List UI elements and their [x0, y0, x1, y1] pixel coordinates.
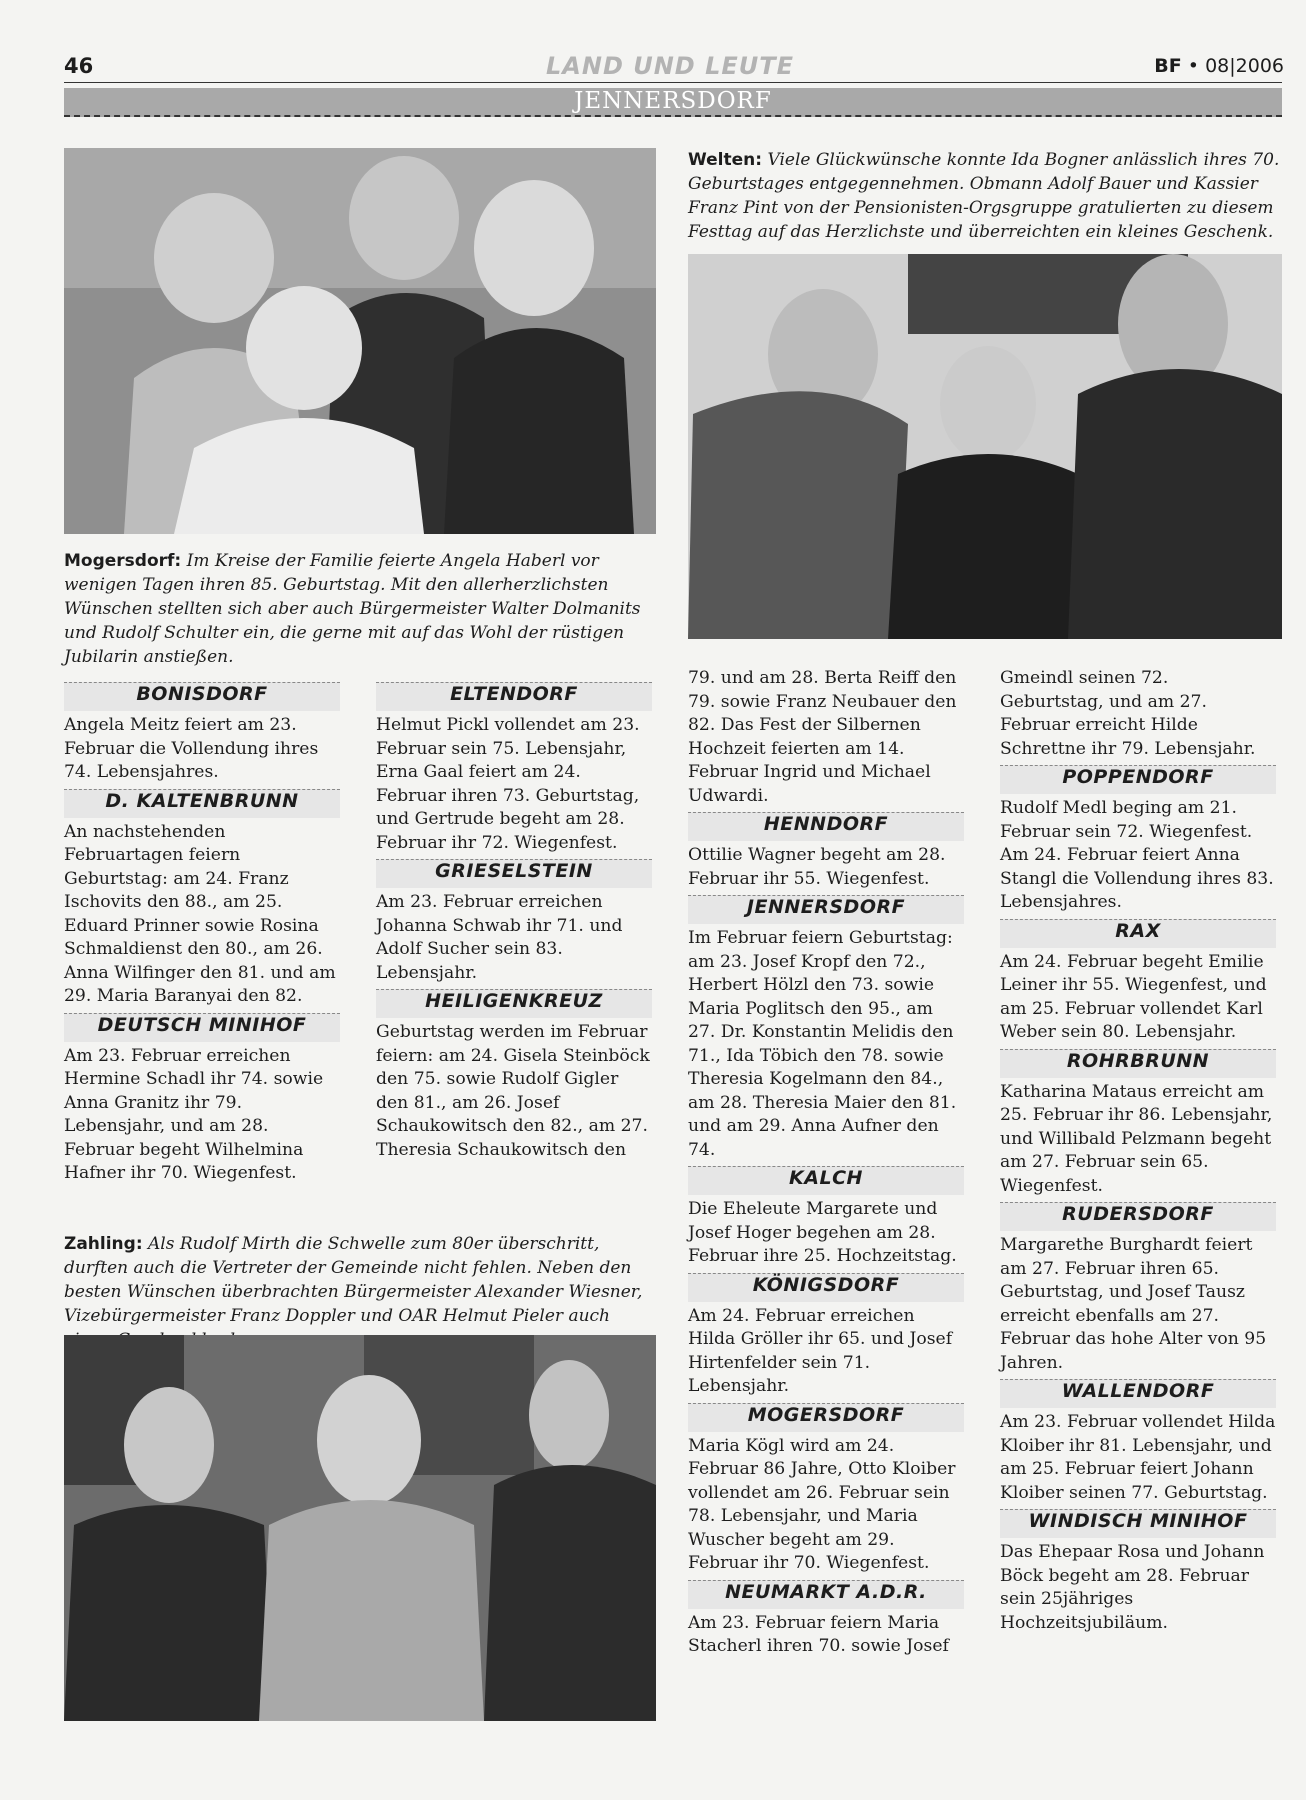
section-text: Am 23. Februar erreichen Johanna Schwab ihr 71. und Adolf Sucher sein 83. Lebensjahr. [376, 892, 623, 983]
section-heading: BONISDORF [64, 682, 340, 711]
section-heading: RAX [1000, 919, 1276, 948]
section-heading: MOGERSDORF [688, 1403, 964, 1432]
caption-zahling [64, 1232, 658, 1352]
section-text: Das Ehepaar Rosa und Johann Böck begeht am 28. Februar sein 25jähriges Hochzeitsjubiläum. [1000, 1542, 1265, 1633]
section-text: Maria Kögl wird am 24. Februar 86 Jahre, Otto Kloiber vollendet am 26. Februar sein 78. Lebensjahr, und Maria Wuscher begeht am 29. Februar ihr 70. Wiegenfest. [688, 1435, 956, 1573]
section-text: An nachstehenden Februartagen feiern Geburtstag: am 24. Franz Ischovits den 88., am 25. Eduard Prinner sowie Rosina Schmaldienst den 80., am 26. Anna Wilfinger den 81. und am 29. Maria Baranyai den 82. [64, 821, 336, 1006]
caption-text: Als Rudolf Mirth die Schwelle zum 80er überschritt, durften auch die Vertreter der Gemeinde nicht fehlen. Neben den besten Wünschen überbrachten Bürgermeister Alexander Wiesner, Vizebürgermeister Franz Doppler und OAR Helmut Pieler auch [64, 1234, 643, 1326]
column-3 [688, 667, 964, 1659]
section-text: 79. und am 28. Berta Reiff den 79. sowie Franz Neubauer den 82. Das Fest der Silbernen Hochzeit feierten am 14. Februar Ingrid und Michael Udwardi. [688, 668, 957, 806]
photo-zahling [64, 1335, 656, 1721]
issue-label: BF • 08|2006 [1154, 55, 1284, 77]
caption-place: Welten: [688, 150, 763, 170]
caption-mogersdorf [64, 549, 656, 669]
column-4 [1000, 667, 1276, 1635]
page-number: 46 [64, 54, 94, 78]
section-text: Am 23. Februar feiern Maria Stacherl ihren 70. sowie Josef [688, 1612, 949, 1656]
section-text: Katharina Mataus erreicht am 25. Februar ihr 86. Lebensjahr, und Willibald Pelzmann begeht am 27. Februar sein 65. Wiegenfest. [1000, 1081, 1273, 1196]
caption-text: Viele Glückwünsche konnte Ida Bogner anlässlich ihres 70. Geburtstages entgegennehmen. Obmann Adolf Bauer und Kassier Franz Pint von der Pensionisten-Orgsgruppe gratulierten zu diesem Festtag auf das Herzlichste und überreichten ein kleines Geschenk. [688, 150, 1280, 242]
header-rule [64, 82, 1282, 83]
section-heading: ELTENDORF [376, 682, 652, 711]
section-heading: HEILIGENKREUZ [376, 989, 652, 1018]
section-text: Geburtstag werden im Februar feiern: am 24. Gisela Steinböck den 75. sowie Rudolf Gigler den 81., am 26. Josef Schaukowitsch den 82., am 27. Theresia Schaukowitsch den [376, 1022, 650, 1160]
section-heading: D. KALTENBRUNN [64, 789, 340, 818]
caption-place: Zahling: [64, 1234, 143, 1254]
section-text: Am 24. Februar begeht Emilie Leiner ihr 55. Wiegenfest, und am 25. Februar vollendet Karl Weber sein 80. Lebensjahr. [1000, 951, 1267, 1042]
section-heading: WINDISCH MINIHOF [1000, 1509, 1276, 1538]
section-heading: NEUMARKT A.D.R. [688, 1580, 964, 1609]
region-title: JENNERSDORF [574, 88, 772, 114]
section-text: Ottilie Wagner begeht am 28. Februar ihr 55. Wiegenfest. [688, 845, 946, 889]
caption-welten [688, 148, 1282, 244]
section-text: Helmut Pickl vollendet am 23. Februar sein 75. Lebensjahr, Erna Gaal feiert am 24. Februar ihren 73. Geburtstag, und Gertrude begeht am 28. Februar ihr 72. Wiegenfest. [376, 715, 640, 853]
section-heading: HENNDORF [688, 812, 964, 841]
section-text: Am 23. Februar erreichen Hermine Schadl ihr 74. sowie Anna Granitz ihr 79. Lebensjahr, und am 28. Februar begeht Wilhelmina Hafner ihr 70. Wiegenfest. [64, 1045, 324, 1183]
section-text: Rudolf Medl beging am 21. Februar sein 72. Wiegenfest. Am 24. Februar feiert Anna Stangl die Vollendung ihres 83. Lebensjahres. [1000, 798, 1274, 912]
section-text: Gmeindl seinen 72. Geburtstag, und am 27. Februar erreicht Hilde Schrettne ihr 79. Lebensjahr. [1000, 668, 1256, 759]
section-heading: JENNERSDORF [688, 895, 964, 924]
column-2 [376, 682, 652, 1162]
section-text: Margarethe Burghardt feiert am 27. Februar ihren 65. Geburtstag, und Josef Tausz erreicht ebenfalls am 27. Februar das hohe Alter von 95 Jahren. [1000, 1235, 1267, 1373]
section-text: Im Februar feiern Geburtstag: am 23. Josef Kropf den 72., Herbert Hölzl den 73. sowie Maria Poglitsch den 95., am 27. Dr. Konstantin Melidis den 71., Ida Töbich den 78. sowie Theresia Kogelmann den 84., am 28. Theresia Maier den 81. und am 29. Anna Aufner den 74. [688, 928, 957, 1160]
section-heading: ROHRBRUNN [1000, 1049, 1276, 1078]
section-heading: DEUTSCH MINIHOF [64, 1013, 340, 1042]
photo-welten [688, 254, 1282, 639]
section-text: Am 24. Februar erreichen Hilda Gröller ihr 65. und Josef Hirtenfelder sein 71. Lebensjahr. [688, 1305, 953, 1396]
section-text: Angela Meitz feiert am 23. Februar die Vollendung ihres 74. Lebensjahres. [64, 715, 319, 782]
section-title: LAND UND LEUTE [545, 52, 795, 80]
caption-place: Mogersdorf: [64, 551, 182, 571]
section-heading: WALLENDORF [1000, 1379, 1276, 1408]
issue-number: 08|2006 [1205, 55, 1284, 77]
section-heading: POPPENDORF [1000, 765, 1276, 794]
caption-text: Im Kreise der Familie feierte Angela Haberl vor wenigen Tagen ihren 85. Geburtstag. Mit den allerherzlichsten Wünschen stellten sich aber auch Bürgermeister Walter Dolmanits und Rudolf Schulter ein, die gerne mit auf das Wohl der rüstigen Jubilarin anstießen. [64, 551, 641, 667]
section-heading: RUDERSDORF [1000, 1202, 1276, 1231]
section-text: Am 23. Februar vollendet Hilda Kloiber ihr 81. Lebensjahr, und am 25. Februar feiert Johann Kloiber seinen 77. Geburtstag. [1000, 1412, 1276, 1503]
section-heading: GRIESELSTEIN [376, 859, 652, 888]
section-heading: KÖNIGSDORF [688, 1273, 964, 1302]
section-heading: KALCH [688, 1166, 964, 1195]
region-band [64, 88, 1282, 117]
publication-name: BF [1154, 55, 1182, 77]
section-text: Die Eheleute Margarete und Josef Hoger begehen am 28. Februar ihre 25. Hochzeitstag. [688, 1199, 957, 1266]
photo-mogersdorf [64, 148, 656, 534]
column-1 [64, 682, 340, 1186]
